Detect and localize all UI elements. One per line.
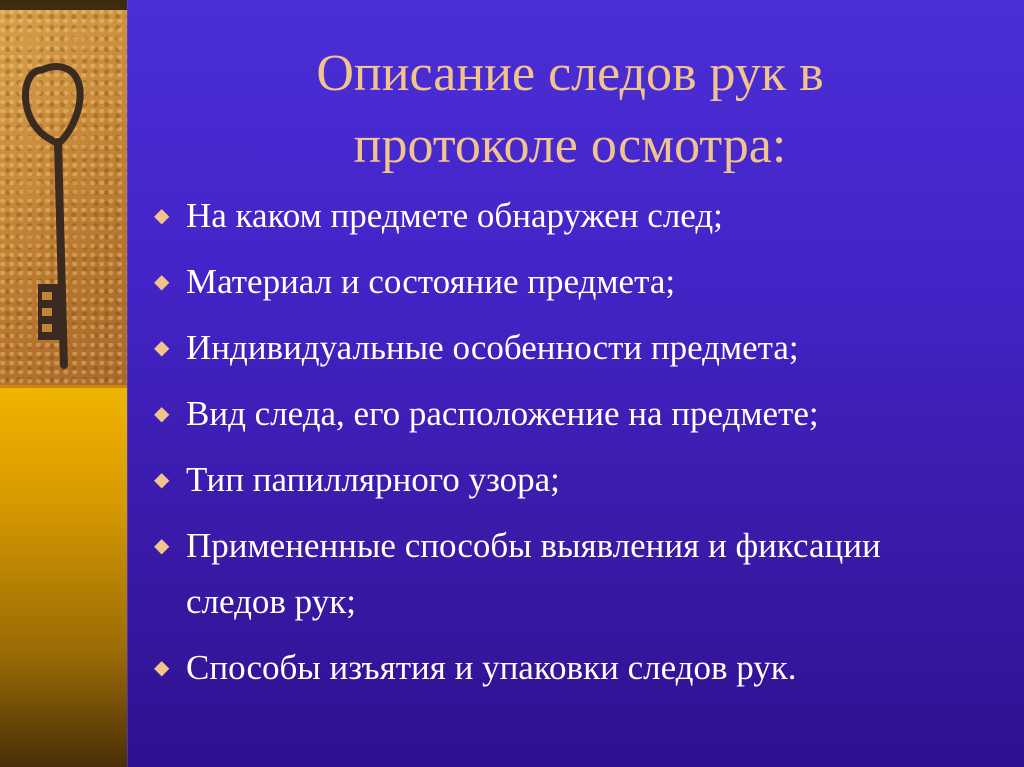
diamond-bullet-icon: ◆ [154, 469, 170, 491]
list-item-text: На каком предмете обнаружен след; [186, 196, 723, 235]
diamond-bullet-icon: ◆ [154, 337, 170, 359]
list-item [150, 640, 1010, 696]
list-item [150, 254, 1010, 310]
list-item-text: Вид следа, его расположение на предмете; [186, 394, 819, 433]
slide-title [200, 38, 940, 182]
list-item-text: Материал и состояние предмета; [186, 262, 676, 301]
list-item [150, 518, 886, 630]
diamond-bullet-icon: ◆ [154, 535, 170, 557]
bullet-list [150, 188, 1010, 706]
list-item [150, 320, 1010, 376]
list-item [150, 386, 1010, 442]
left-gold-band [0, 388, 127, 767]
diamond-bullet-icon: ◆ [154, 657, 170, 679]
diamond-bullet-icon: ◆ [154, 271, 170, 293]
list-item-text: Примененные способы выявления и фиксации следов рук; [186, 526, 881, 621]
list-item-text: Тип папиллярного узора; [186, 460, 560, 499]
key-icon [0, 10, 127, 385]
list-item [150, 188, 1010, 244]
title-line-1: Описание следов рук в [316, 45, 824, 102]
vertical-divider [127, 0, 128, 767]
key-photo [0, 10, 127, 385]
list-item-text: Индивидуальные особенности предмета; [186, 328, 799, 367]
title-line-2: протоколе осмотра: [353, 117, 787, 174]
diamond-bullet-icon: ◆ [154, 205, 170, 227]
diamond-bullet-icon: ◆ [154, 403, 170, 425]
list-item [150, 452, 1010, 508]
list-item-text: Способы изъятия и упаковки следов рук. [186, 648, 797, 687]
